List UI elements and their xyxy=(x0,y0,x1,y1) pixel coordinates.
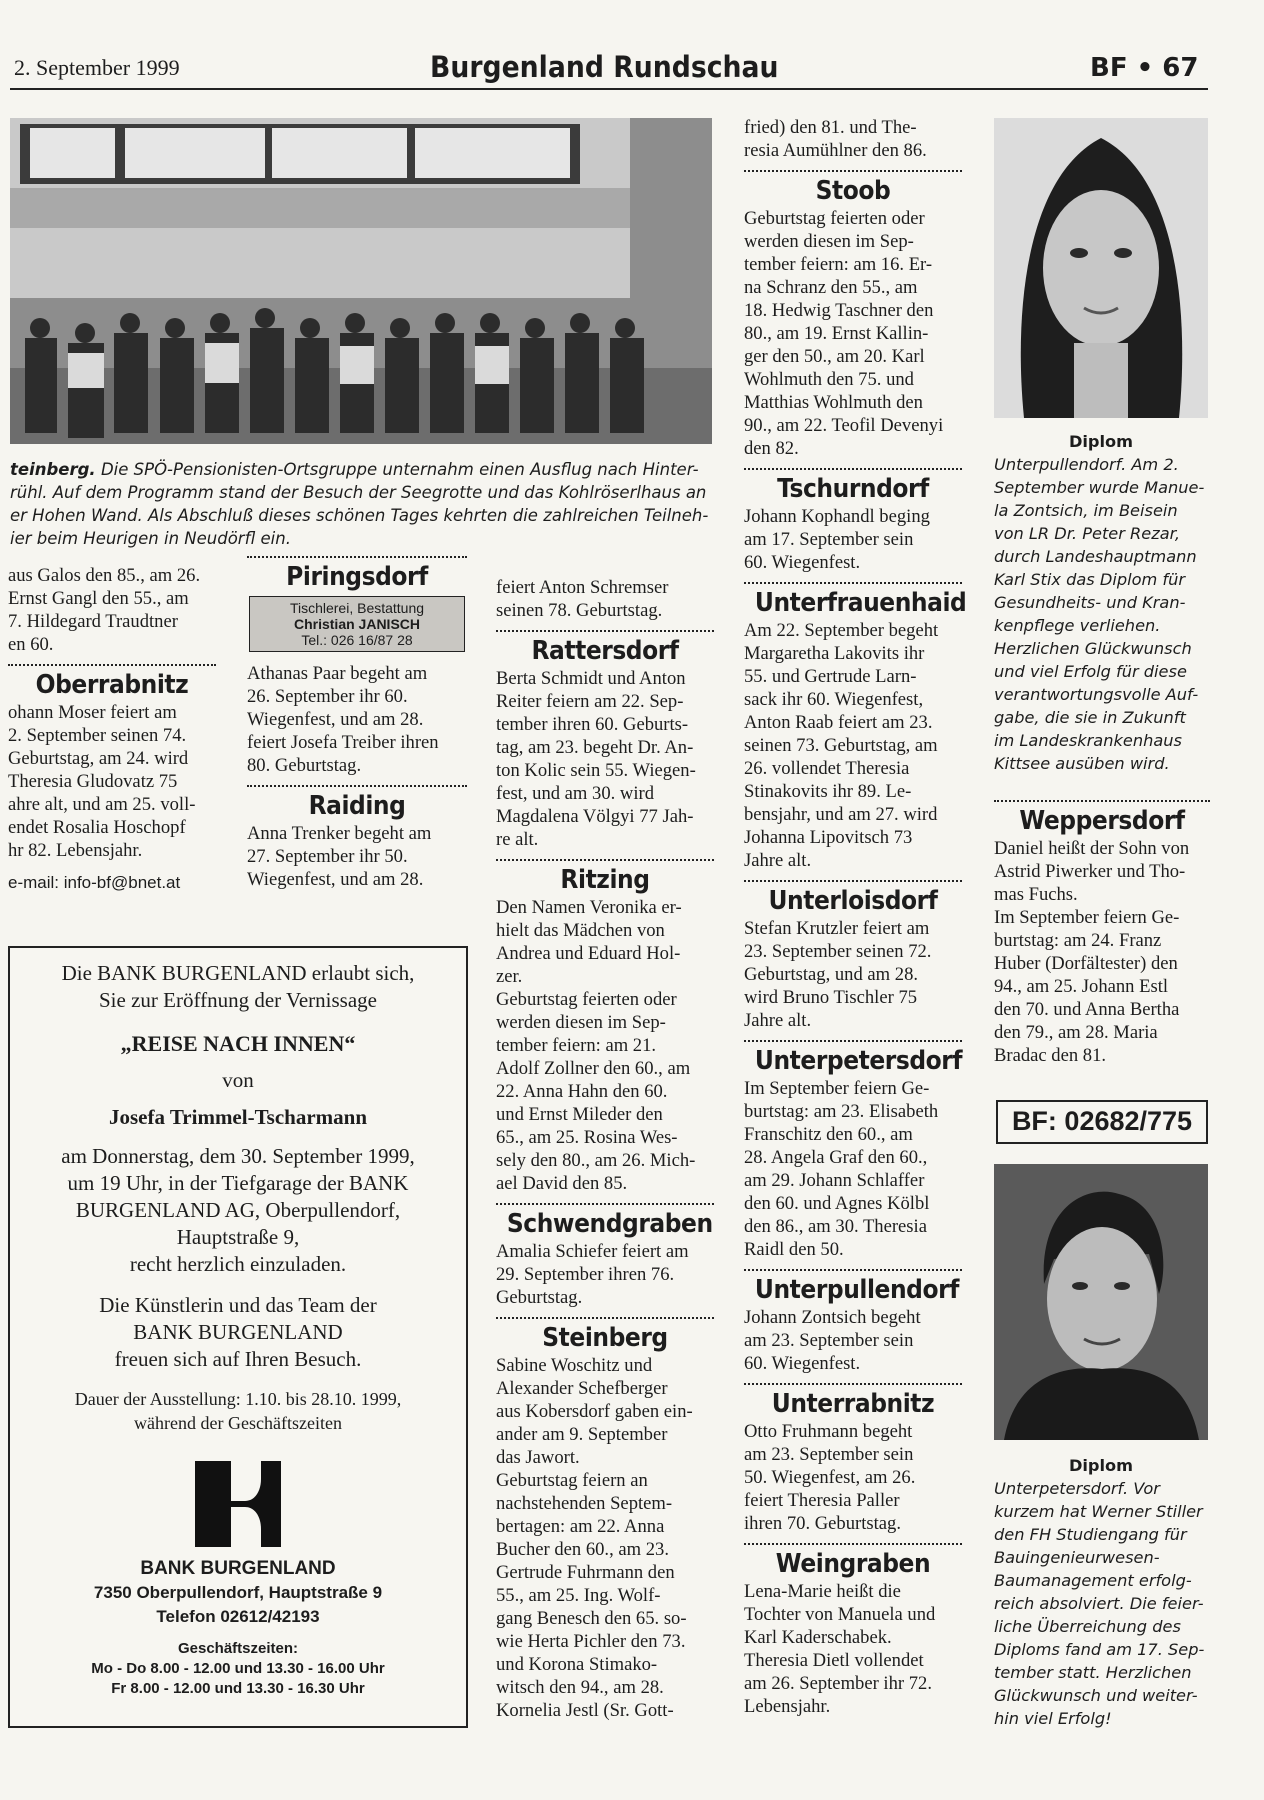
text-line: seinen 73. Geburtstag, am xyxy=(744,735,938,756)
heading-weppersdorf: Weppersdorf xyxy=(1019,806,1185,836)
text-line: 60. Wiegenfest. xyxy=(744,552,861,573)
text-line: gang Benesch den 65. so- xyxy=(496,1608,687,1629)
text-line: 90., am 22. Teofil Devenyi xyxy=(744,415,944,436)
text-line: den 60. und Agnes Kölbl xyxy=(744,1193,930,1214)
ad-line: Christian JANISCH xyxy=(293,616,421,632)
caption-line: von LR Dr. Peter Rezar, xyxy=(994,524,1180,543)
text-line: Geburtstag, und am 28. xyxy=(744,964,919,985)
section-divider xyxy=(744,582,962,584)
text-line: Jahre alt. xyxy=(744,850,812,871)
text-line: werden diesen im Sep- xyxy=(496,1012,666,1033)
text-line: Bucher den 60., am 23. xyxy=(496,1539,669,1560)
text-line: den 86., am 30. Theresia xyxy=(744,1216,927,1237)
text-line: werden diesen im Sep- xyxy=(744,231,914,252)
text-line: witsch den 94., am 28. xyxy=(496,1677,664,1698)
text-line: tember feiern: am 16. Er- xyxy=(744,254,933,275)
text-line: Magdalena Völgyi 77 Jah- xyxy=(496,806,694,827)
bank-address: 7350 Oberpullendorf, Hauptstraße 9 xyxy=(93,1583,383,1602)
ad-intro: Sie zur Eröffnung der Vernissage xyxy=(99,988,377,1012)
ad-team-line: BANK BURGENLAND xyxy=(133,1320,343,1344)
text-line: 27. September ihr 50. xyxy=(247,846,408,867)
caption-line: Karl Stix das Diplom für xyxy=(994,570,1186,589)
bf-phone-box: BF: 02682/775 xyxy=(996,1100,1208,1144)
bank-burgenland-ad xyxy=(8,946,468,1728)
text-line: Wiegenfest, und am 28. xyxy=(247,869,424,890)
caption-line: den FH Studiengang für xyxy=(994,1525,1187,1544)
text-line: burtstag: am 24. Franz xyxy=(994,930,1162,951)
caption-line: la Zontsich, im Beisein xyxy=(994,501,1178,520)
text-line: fried) den 81. und The- xyxy=(744,117,917,138)
exhibition-duration: während der Geschäftszeiten xyxy=(134,1413,342,1433)
heading-schwendgraben: Schwendgraben xyxy=(506,1209,713,1239)
caption-title: Diplom xyxy=(1068,432,1134,451)
heading-ritzing: Ritzing xyxy=(560,865,650,895)
heading-steinberg: Steinberg xyxy=(542,1323,668,1353)
heading-piringsdorf: Piringsdorf xyxy=(286,562,428,592)
text-line: Wiegenfest, und am 28. xyxy=(247,709,424,730)
caption-line: Diploms fand am 17. Sep- xyxy=(994,1640,1205,1659)
text-line: tember feiern: am 21. xyxy=(496,1035,657,1056)
text-line: 80. Geburtstag. xyxy=(247,755,362,776)
text-line: Anton Raab feiert am 23. xyxy=(744,712,933,733)
janisch-ad xyxy=(249,596,465,652)
text-line: na Schranz den 55., am xyxy=(744,277,918,298)
heading-unterloisdorf: Unterloisdorf xyxy=(768,886,938,916)
text-line: 55., am 25. Ing. Wolf- xyxy=(496,1585,661,1606)
column-5-weppersdorf xyxy=(994,800,1210,1067)
text-line: 22. Anna Hahn den 60. xyxy=(496,1081,668,1102)
text-line: Ernst Gangl den 55., am xyxy=(8,588,189,609)
section-divider xyxy=(496,630,714,632)
text-line: Karl Kaderschabek. xyxy=(744,1627,892,1648)
group-photo xyxy=(10,118,712,444)
ad-intro: Die BANK BURGENLAND erlaubt sich, xyxy=(61,961,415,985)
portrait-photo-werner xyxy=(994,1164,1208,1440)
caption-line: Gesundheits- und Kran- xyxy=(994,593,1186,612)
heading-unterpetersdorf: Unterpetersdorf xyxy=(754,1046,963,1076)
text-line: Geburtstag feierten oder xyxy=(744,208,925,229)
text-line: ton Kolic sein 55. Wiegen- xyxy=(496,760,696,781)
caption-line: reich absolviert. Die feier- xyxy=(994,1594,1204,1613)
text-line: sely den 80., am 26. Mich- xyxy=(496,1150,696,1171)
header-rule xyxy=(10,88,1208,90)
text-line: burtstag: am 23. Elisabeth xyxy=(744,1101,939,1122)
text-line: am 26. September ihr 72. xyxy=(744,1673,932,1694)
text-line: 60. Wiegenfest. xyxy=(744,1353,861,1374)
email-contact[interactable]: e-mail: info-bf@bnet.at xyxy=(8,873,181,892)
text-line: Johann Zontsich begeht xyxy=(744,1307,921,1328)
text-line: den 82. xyxy=(744,438,799,459)
hours-line: Mo - Do 8.00 - 12.00 und 13.30 - 16.00 Uhr xyxy=(91,1660,385,1677)
text-line: tember ihren 60. Geburts- xyxy=(496,714,689,735)
caption-line: durch Landeshauptmann xyxy=(994,547,1197,566)
text-line: wie Herta Pichler den 73. xyxy=(496,1631,686,1652)
text-line: 18. Hedwig Taschner den xyxy=(744,300,934,321)
text-line: Astrid Piwerker und Tho- xyxy=(994,861,1186,882)
text-line: 55. und Gertrude Larn- xyxy=(744,666,917,687)
text-line: feiert Anton Schremser xyxy=(496,577,669,598)
text-line: ahre alt, und am 25. voll- xyxy=(8,794,196,815)
caption-line: September wurde Manue- xyxy=(994,478,1205,497)
ad-line: Tischlerei, Bestattung xyxy=(289,600,425,616)
text-line: Lena-Marie heißt die xyxy=(744,1581,901,1602)
text-line: bertagen: am 22. Anna xyxy=(496,1516,665,1537)
text-line: mas Fuchs. xyxy=(994,884,1078,905)
caption-line: Kittsee ausüben wird. xyxy=(994,754,1170,773)
text-line: ihren 70. Geburtstag. xyxy=(744,1513,901,1534)
text-line: ander am 9. September xyxy=(496,1424,668,1445)
ad-phone: Tel.: 026 16/87 28 xyxy=(301,632,413,648)
caption-line: hin viel Erfolg! xyxy=(994,1709,1112,1728)
section-divider xyxy=(744,1543,962,1545)
caption-line: rühl. Auf dem Programm stand der Besuch der Seegrotte und das Kohlröserlhaus an xyxy=(10,483,707,502)
text-line: Franschitz den 60., am xyxy=(744,1124,913,1145)
hours-line: Fr 8.00 - 12.00 und 13.30 - 16.30 Uhr xyxy=(111,1680,365,1697)
text-line: Am 22. September begeht xyxy=(744,620,939,641)
text-line: nachstehenden Septem- xyxy=(496,1493,673,1514)
text-line: 80., am 19. Ernst Kallin- xyxy=(744,323,929,344)
text-line: das Jawort. xyxy=(496,1447,580,1468)
section-divider xyxy=(496,859,714,861)
heading-rattersdorf: Rattersdorf xyxy=(531,636,679,666)
text-line: zer. xyxy=(496,966,523,987)
text-line: Otto Fruhmann begeht xyxy=(744,1421,913,1442)
text-line: 7. Hildegard Traudtner xyxy=(8,611,178,632)
artist-name: Josefa Trimmel-Tscharmann xyxy=(108,1105,368,1129)
text-line: feiert Theresia Paller xyxy=(744,1490,900,1511)
text-line: Theresia Dietl vollendet xyxy=(744,1650,924,1671)
text-line: 65., am 25. Rosina Wes- xyxy=(496,1127,678,1148)
heading-stoob: Stoob xyxy=(815,176,891,206)
text-line: und Ernst Mileder den xyxy=(496,1104,663,1125)
text-line: endet Rosalia Hoschopf xyxy=(8,817,186,838)
text-line: aus Kobersdorf gaben ein- xyxy=(496,1401,693,1422)
text-line: Geburtstag, am 24. wird xyxy=(8,748,189,769)
caption-line: tember statt. Herzlichen xyxy=(994,1663,1192,1682)
text-line: ael David den 85. xyxy=(496,1173,628,1194)
text-line: 94., am 25. Johann Estl xyxy=(994,976,1169,997)
text-line: 26. vollendet Theresia xyxy=(744,758,910,779)
text-line: 2. September seinen 74. xyxy=(8,725,187,746)
text-line: Raidl den 50. xyxy=(744,1239,844,1260)
text-line: am 29. Johann Schlaffer xyxy=(744,1170,925,1191)
text-line: am 17. September sein xyxy=(744,529,914,550)
caption-line: verantwortungsvolle Auf- xyxy=(994,685,1199,704)
text-line: und Korona Stimako- xyxy=(496,1654,658,1675)
column-2 xyxy=(247,556,467,891)
text-line: bensjahr, und am 27. wird xyxy=(744,804,938,825)
section-divider xyxy=(994,800,1210,802)
text-line: 28. Angela Graf den 60., xyxy=(744,1147,928,1168)
section-divider xyxy=(744,880,962,882)
caption-line: kenpflege verliehen. xyxy=(994,616,1161,635)
text-line: resia Aumühlner den 86. xyxy=(744,140,927,161)
text-line: Adolf Zollner den 60., am xyxy=(496,1058,691,1079)
exhibition-duration: Dauer der Ausstellung: 1.10. bis 28.10. 1999, xyxy=(74,1389,402,1409)
diplom-caption-2 xyxy=(994,1454,1208,1730)
text-line: hielt das Mädchen von xyxy=(496,920,665,941)
text-line: hr 82. Lebensjahr. xyxy=(8,840,143,861)
text-line: 29. September ihren 76. xyxy=(496,1264,675,1285)
text-line: Lebensjahr. xyxy=(744,1696,831,1717)
text-line: fest, und am 30. wird xyxy=(496,783,655,804)
caption-line: Unterpetersdorf. Vor xyxy=(994,1479,1160,1498)
caption-line: Baumanagement erfolg- xyxy=(994,1571,1192,1590)
text-line: 23. September seinen 72. xyxy=(744,941,932,962)
text-line: feiert Josefa Treiber ihren xyxy=(247,732,439,753)
text-line: Berta Schmidt und Anton xyxy=(496,668,686,689)
section-divider xyxy=(744,1040,962,1042)
section-divider xyxy=(496,1203,714,1205)
text-line: Reiter feiern am 22. Sep- xyxy=(496,691,684,712)
heading-tschurndorf: Tschurndorf xyxy=(777,474,929,504)
text-line: Daniel heißt der Sohn von xyxy=(994,838,1190,859)
text-line: Den Namen Veronika er- xyxy=(496,897,682,918)
bank-logo-icon xyxy=(195,1461,281,1547)
text-line: sack ihr 60. Wiegenfest, xyxy=(744,689,924,710)
text-line: Wohlmuth den 75. und xyxy=(744,369,914,390)
text-line: Theresia Gludovatz 75 xyxy=(8,771,178,792)
heading-unterpullendorf: Unterpullendorf xyxy=(754,1275,959,1305)
ad-detail-line: Hauptstraße 9, xyxy=(176,1225,300,1249)
newspaper-title: Burgenland Rundschau xyxy=(430,50,779,84)
column-3 xyxy=(496,576,714,1722)
bank-name: BANK BURGENLAND xyxy=(140,1558,336,1579)
text-line: Tochter von Manuela und xyxy=(744,1604,936,1625)
text-line: Gertrude Fuhrmann den xyxy=(496,1562,675,1583)
ad-detail-line: recht herzlich einzuladen. xyxy=(129,1252,347,1276)
text-line: am 23. September sein xyxy=(744,1444,914,1465)
column-4 xyxy=(744,116,967,1718)
section-divider xyxy=(8,664,216,666)
text-line: 26. September ihr 60. xyxy=(247,686,408,707)
caption-line: Glückwunsch und weiter- xyxy=(994,1686,1198,1705)
section-divider xyxy=(744,170,962,172)
column-1 xyxy=(8,564,216,894)
bank-phone: Telefon 02612/42193 xyxy=(156,1607,320,1626)
ad-team-line: freuen sich auf Ihren Besuch. xyxy=(114,1347,362,1371)
caption-line: liche Überreichung des xyxy=(994,1617,1181,1636)
caption-line: er Hohen Wand. Als Abschluß dieses schönen Tages kehrten die zahlreichen Teilneh- xyxy=(10,506,709,525)
text-line: Geburtstag. xyxy=(496,1287,583,1308)
text-line: ger den 50., am 20. Karl xyxy=(744,346,925,367)
text-line: aus Galos den 85., am 26. xyxy=(8,565,201,586)
text-line: Margaretha Lakovits ihr xyxy=(744,643,925,664)
section-divider xyxy=(496,1317,714,1319)
text-line: Alexander Schefberger xyxy=(496,1378,668,1399)
ad-team-line: Die Künstlerin und das Team der xyxy=(99,1293,377,1317)
section-divider xyxy=(744,1383,962,1385)
ad-detail-line: am Donnerstag, dem 30. September 1999, xyxy=(61,1144,415,1168)
text-line: Johann Kophandl beging xyxy=(744,506,930,527)
caption-line: Herzlichen Glückwunsch xyxy=(994,639,1192,658)
caption-line: Bauingenieurwesen- xyxy=(994,1548,1160,1567)
heading-unterfrauenhaid: Unterfrauenhaid xyxy=(754,588,967,618)
text-line: Bradac den 81. xyxy=(994,1045,1107,1066)
text-line: Athanas Paar begeht am xyxy=(247,663,428,684)
text-line: Stefan Krutzler feiert am xyxy=(744,918,930,939)
text-line: ohann Moser feiert am xyxy=(8,702,177,723)
section-divider xyxy=(247,785,467,787)
caption-line: ier beim Heurigen in Neudörfl ein. xyxy=(10,529,291,548)
text-line: Geburtstag feierten oder xyxy=(496,989,677,1010)
text-line: Im September feiern Ge- xyxy=(744,1078,930,1099)
caption-place: teinberg. xyxy=(10,460,96,479)
text-line: Geburtstag feiern an xyxy=(496,1470,648,1491)
section-divider xyxy=(247,556,467,558)
ad-von: von xyxy=(222,1068,254,1092)
issue-date: 2. September 1999 xyxy=(14,55,180,80)
text-line: den 70. und Anna Bertha xyxy=(994,999,1180,1020)
text-line: 50. Wiegenfest, am 26. xyxy=(744,1467,916,1488)
text-line: seinen 78. Geburtstag. xyxy=(496,600,663,621)
ad-detail-line: um 19 Uhr, in der Tiefgarage der BANK xyxy=(67,1171,409,1195)
caption-line: Die SPÖ-Pensionisten-Ortsgruppe unternahm einen Ausflug nach Hinter- xyxy=(100,460,699,479)
ad-detail-line: BURGENLAND AG, Oberpullendorf, xyxy=(75,1198,401,1222)
text-line: Stinakovits ihr 89. Le- xyxy=(744,781,912,802)
text-line: Kornelia Jestl (Sr. Gott- xyxy=(496,1700,674,1721)
text-line: den 79., am 28. Maria xyxy=(994,1022,1158,1043)
text-line: wird Bruno Tischler 75 xyxy=(744,987,918,1008)
caption-line: und viel Erfolg für diese xyxy=(994,662,1187,681)
text-line: Huber (Dorfältester) den xyxy=(994,953,1178,974)
text-line: Amalia Schiefer feiert am xyxy=(496,1241,689,1262)
text-line: Johanna Lipovitsch 73 xyxy=(744,827,913,848)
heading-unterrabnitz: Unterrabnitz xyxy=(771,1389,935,1419)
text-line: Matthias Wohlmuth den xyxy=(744,392,923,413)
text-line: am 23. September sein xyxy=(744,1330,914,1351)
portrait-photo-manuela xyxy=(994,118,1208,418)
text-line: Andrea und Eduard Hol- xyxy=(496,943,681,964)
text-line: en 60. xyxy=(8,634,54,655)
text-line: Sabine Woschitz und xyxy=(496,1355,653,1376)
heading-raiding: Raiding xyxy=(308,791,406,821)
caption-line: gabe, die sie in Zukunft xyxy=(994,708,1186,727)
caption-line: kurzem hat Werner Stiller xyxy=(994,1502,1203,1521)
heading-oberrabnitz: Oberrabnitz xyxy=(35,670,189,700)
caption-line: Unterpullendorf. Am 2. xyxy=(994,455,1179,474)
text-line: re alt. xyxy=(496,829,539,850)
text-line: Anna Trenker begeht am xyxy=(247,823,432,844)
section-divider xyxy=(744,1269,962,1271)
caption-title: Diplom xyxy=(1068,1456,1134,1475)
text-line: Jahre alt. xyxy=(744,1010,812,1031)
exhibition-title: „REISE NACH INNEN“ xyxy=(120,1031,356,1056)
photo-caption xyxy=(10,458,720,550)
heading-weingraben: Weingraben xyxy=(775,1549,931,1579)
section-divider xyxy=(744,468,962,470)
text-line: Im September feiern Ge- xyxy=(994,907,1180,928)
page-number: BF • 67 xyxy=(1090,53,1199,83)
caption-line: im Landeskrankenhaus xyxy=(994,731,1182,750)
diplom-caption-1 xyxy=(994,430,1208,775)
hours-title: Geschäftszeiten: xyxy=(177,1640,299,1657)
text-line: tag, am 23. begeht Dr. An- xyxy=(496,737,694,758)
